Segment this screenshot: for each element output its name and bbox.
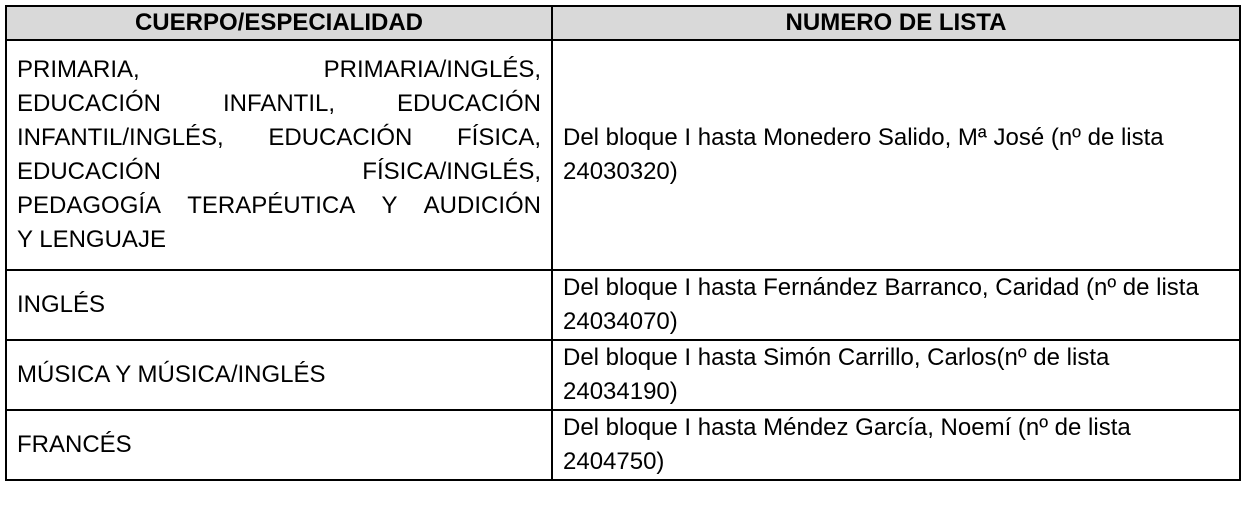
header-cuerpo-especialidad: CUERPO/ESPECIALIDAD [6,6,552,40]
table-row [6,40,1240,270]
specialty-cell [6,40,552,270]
table-row [6,340,1240,410]
list-number-cell: Del bloque I hasta Monedero Salido, Mª José (nº de lista 24030320) [552,40,1240,270]
specialty-cell: INGLÉS [6,270,552,340]
specialty-cell: FRANCÉS [6,410,552,480]
header-numero-de-lista: NUMERO DE LISTA [552,6,1240,40]
table-row [6,270,1240,340]
specialty-line: EDUCACIÓN INFANTIL, EDUCACIÓN [17,90,541,117]
lists-table-container [5,5,1239,481]
lists-table [5,5,1241,481]
specialty-line: Y LENGUAJE [17,226,166,253]
table-header-row [6,6,1240,40]
specialty-cell: MÚSICA Y MÚSICA/INGLÉS [6,340,552,410]
list-number-cell: Del bloque I hasta Fernández Barranco, Caridad (nº de lista 24034070) [552,270,1240,340]
list-number-cell: Del bloque I hasta Simón Carrillo, Carlos(nº de lista 24034190) [552,340,1240,410]
table-row [6,410,1240,480]
specialty-line: EDUCACIÓN FÍSICA/INGLÉS, [17,158,541,185]
specialty-line: PEDAGOGÍA TERAPÉUTICA Y AUDICIÓN [17,192,541,219]
specialty-line: PRIMARIA, PRIMARIA/INGLÉS, [17,56,541,83]
specialty-line: INFANTIL/INGLÉS, EDUCACIÓN FÍSICA, [17,124,541,151]
list-number-cell: Del bloque I hasta Méndez García, Noemí (nº de lista 2404750) [552,410,1240,480]
